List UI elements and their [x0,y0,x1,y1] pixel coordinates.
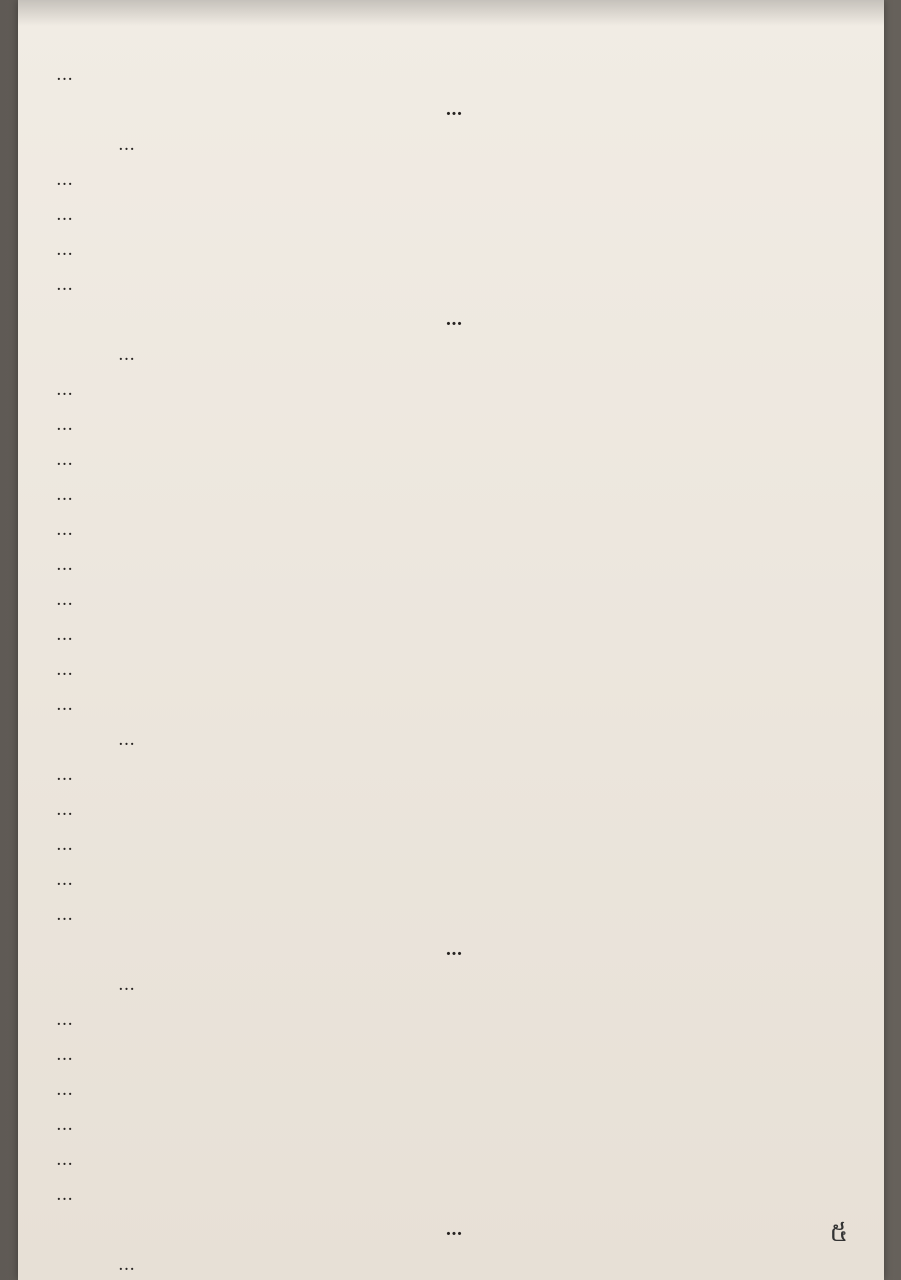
text-line: … [118,730,135,750]
page-number: ៥ [829,1218,848,1248]
text-line: … [56,1150,73,1170]
text-line: … [56,765,73,785]
section-heading: … [445,1220,463,1240]
section-heading: … [445,310,463,330]
text-line: … [56,1080,73,1100]
text-line: … [56,240,73,260]
text-line: … [56,625,73,645]
text-line: … [118,135,135,155]
text-line: … [56,380,73,400]
text-line: … [56,590,73,610]
text-line: … [56,800,73,820]
text-line: … [56,1045,73,1065]
page-fold-shadow [18,0,884,26]
text-line: … [56,450,73,470]
text-line: … [118,345,135,365]
text-line: … [56,1115,73,1135]
text-line: … [56,65,73,85]
text-line: … [56,1010,73,1030]
text-line: … [56,905,73,925]
text-line: … [118,975,135,995]
text-line: … [56,555,73,575]
text-line: … [56,835,73,855]
text-line: … [56,205,73,225]
text-line: … [56,170,73,190]
text-line: … [56,485,73,505]
text-line: … [118,1255,135,1275]
text-line: … [56,695,73,715]
text-line: … [56,275,73,295]
section-heading: … [445,940,463,960]
text-line: … [56,415,73,435]
text-line: … [56,870,73,890]
section-heading: … [445,100,463,120]
document-body [56,58,852,1280]
document-page [18,0,884,1280]
text-line: … [56,1185,73,1205]
text-line: … [56,520,73,540]
text-line: … [56,660,73,680]
